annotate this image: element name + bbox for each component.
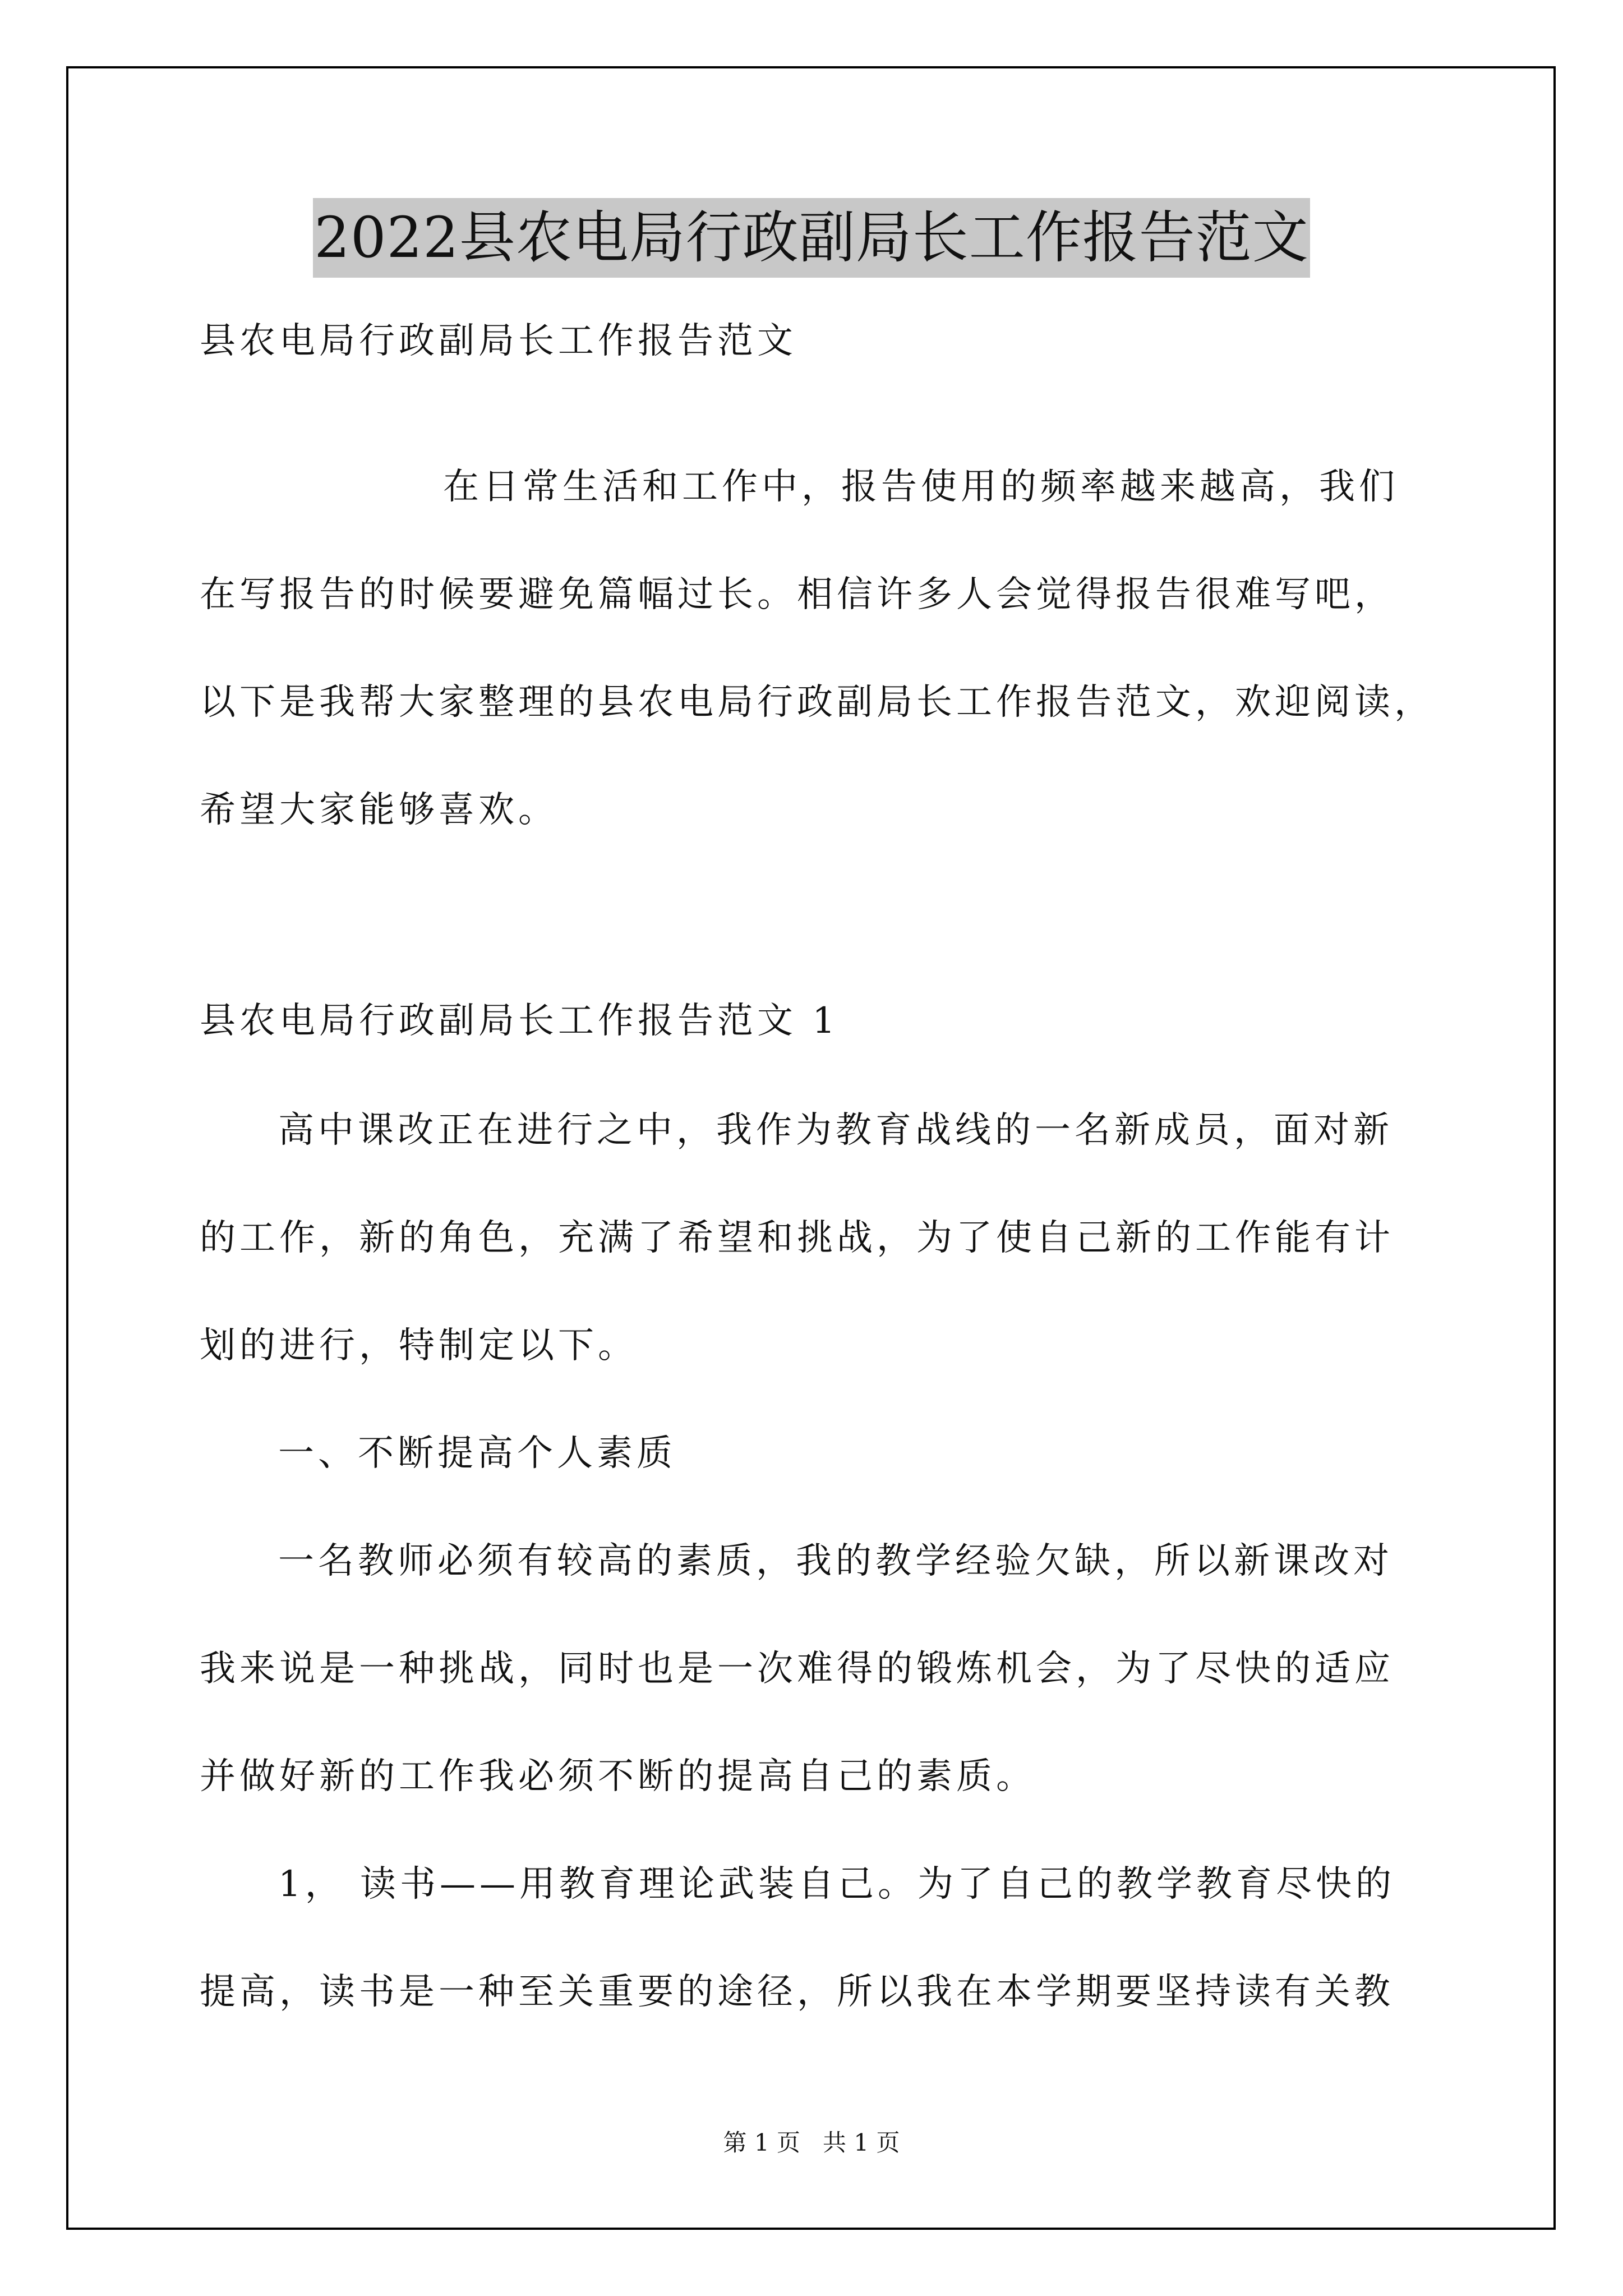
numbered-heading: 一、不断提高个人素质: [278, 1433, 676, 1474]
intro-line: 以下是我帮大家整理的县农电局行政副局长工作报告范文，欢迎阅读，: [200, 682, 1434, 723]
body-line: 1， 读书——用教育理论武装自己。为了自己的教学教育尽快的: [278, 1864, 1396, 1905]
document-subtitle: 县农电局行政副局长工作报告范文: [200, 320, 797, 362]
document-title: 2022县农电局行政副局长工作报告范文: [313, 198, 1310, 278]
title-container: [0, 198, 1623, 278]
intro-line: 希望大家能够喜欢。: [200, 789, 558, 831]
body-line: 并做好新的工作我必须不断的提高自己的素质。: [200, 1756, 1036, 1797]
body-line: 我来说是一种挑战，同时也是一次难得的锻炼机会，为了尽快的适应: [200, 1648, 1394, 1690]
body-line: 提高，读书是一种至关重要的途径，所以我在本学期要坚持读有关教: [200, 1971, 1394, 2013]
intro-line: 在日常生活和工作中，报告使用的频率越来越高，我们: [443, 466, 1399, 508]
page-number-footer: 第 1 页 共 1 页: [723, 2129, 900, 2156]
intro-line: 在写报告的时候要避免篇幅过长。相信许多人会觉得报告很难写吧，: [200, 574, 1394, 615]
body-line: 一名教师必须有较高的素质，我的教学经验欠缺，所以新课改对: [278, 1540, 1393, 1582]
body-line: 的工作，新的角色，充满了希望和挑战，为了使自己新的工作能有计: [200, 1217, 1394, 1259]
body-line: 高中课改正在进行之中，我作为教育战线的一名新成员，面对新: [278, 1110, 1393, 1151]
section-heading: 县农电局行政副局长工作报告范文 1: [200, 1000, 840, 1042]
body-line: 划的进行，特制定以下。: [200, 1325, 638, 1366]
